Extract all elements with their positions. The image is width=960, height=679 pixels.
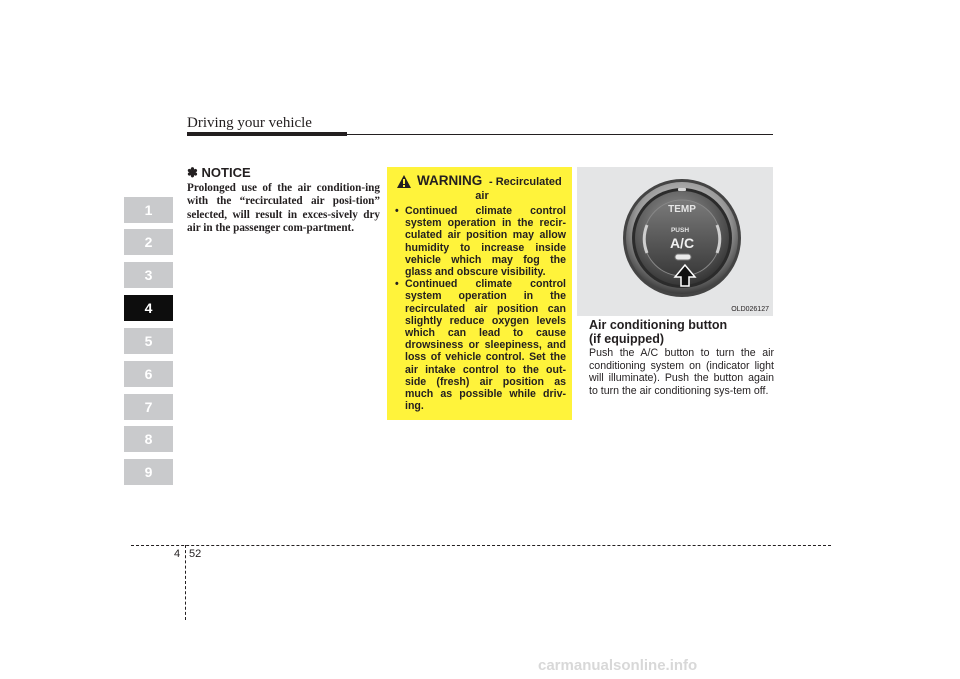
knob-temp-label: TEMP <box>668 204 696 215</box>
notice-symbol-icon: ✽ <box>187 165 198 180</box>
footer-rule <box>131 545 831 546</box>
ac-heading-line1: Air conditioning button <box>589 318 728 332</box>
warning-box <box>387 167 572 420</box>
footer-page-number: 52 <box>189 548 202 560</box>
warning-item-text: Continued climate control system operation in the recir-culated air position may allow humidity to increase inside vehicle which may fog the glass and obscure visibility. <box>405 205 566 279</box>
warning-item-1 <box>393 205 566 278</box>
notice-title-text: NOTICE <box>201 165 251 180</box>
ac-knob-illustration <box>577 167 773 316</box>
notice-title <box>187 165 251 181</box>
chapter-tab-2[interactable]: 2 <box>124 229 173 255</box>
chapter-tab-6[interactable]: 6 <box>124 361 173 387</box>
chapter-tab-4[interactable]: 4 <box>124 295 173 321</box>
warning-item-text: Continued climate control system operation in the recirculated air position can slightly reduce oxygen levels which can lead to cause drowsiness or sleepiness, and loss of vehicle control. Set the air intake control to the out-side (fresh) air position as much as possible while driv-ing. <box>405 278 566 413</box>
chapter-tab-3[interactable]: 3 <box>124 262 173 288</box>
footer-chapter-number: 4 <box>174 548 181 560</box>
bullet-icon: • <box>395 205 399 217</box>
warning-subject-continued: air <box>475 190 489 202</box>
chapter-tab-7[interactable]: 7 <box>124 394 173 420</box>
warning-subject: - Recirculated <box>489 176 562 188</box>
notice-body: Prolonged use of the air condition-ing with the “recirculated air posi-tion” selected, will result in exces-sively dry air in the passenger com-partment. <box>187 182 380 234</box>
header-rule-thick <box>187 132 347 136</box>
warning-exclamation-dot <box>403 185 405 187</box>
bullet-icon: • <box>395 278 399 291</box>
section-title: Driving your vehicle <box>187 115 312 131</box>
ac-heading <box>589 318 779 346</box>
knob-push-label: PUSH <box>670 227 690 234</box>
ac-heading-line2: (if equipped) <box>589 332 664 346</box>
footer-divider <box>185 545 186 620</box>
ac-body: Push the A/C button to turn the air conditioning system on (indicator light will illuminate). Push the button again to turn the air conditioning sys-tem off. <box>589 347 774 397</box>
ac-indicator-light <box>675 254 691 260</box>
chapter-tab-1[interactable]: 1 <box>124 197 173 223</box>
chapter-tab-5[interactable]: 5 <box>124 328 173 354</box>
warning-list <box>393 205 566 412</box>
figure-caption: OLD026127 <box>731 306 769 313</box>
ac-knob-figure <box>577 167 773 316</box>
header-rule-thin <box>347 134 773 135</box>
chapter-tab-9[interactable]: 9 <box>124 459 173 485</box>
warning-exclamation-mark <box>403 179 405 184</box>
watermark: carmanualsonline.info <box>538 657 698 674</box>
warning-label: WARNING <box>417 173 483 188</box>
warning-item-2 <box>393 278 566 412</box>
chapter-tab-8[interactable]: 8 <box>124 426 173 452</box>
knob-ac-label: A/C <box>669 235 695 251</box>
